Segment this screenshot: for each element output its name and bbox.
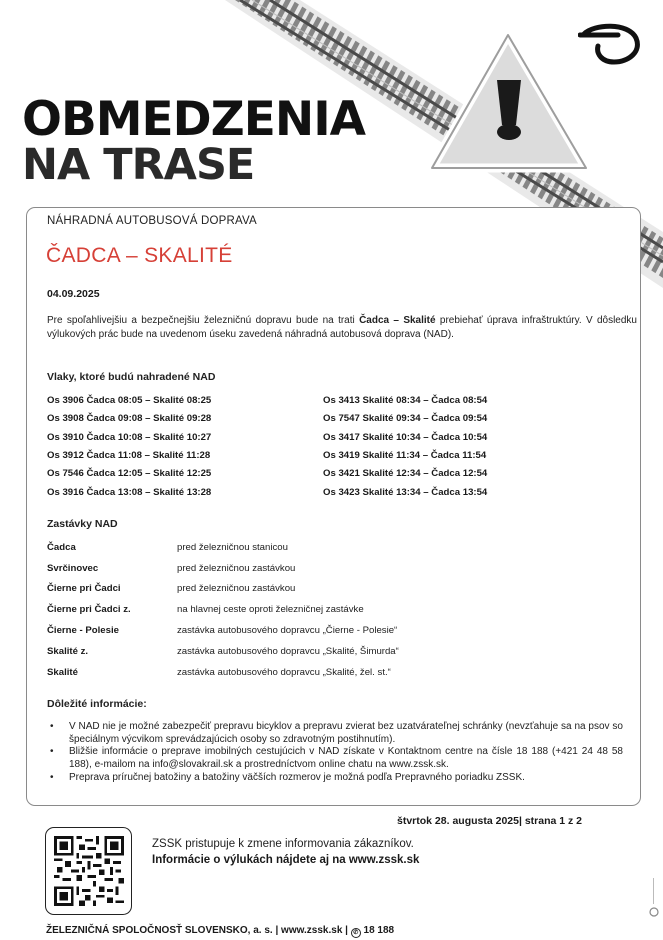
eco-mark-icon	[648, 878, 660, 918]
train-row: Os 3912 Čadca 11:08 – Skalité 11:28	[47, 450, 211, 461]
page-title-line2: NA TRASE	[22, 140, 255, 190]
qr-code-icon[interactable]	[45, 827, 132, 915]
stop-location: zastávka autobusového dopravcu „Skalité, žel. st.“	[177, 667, 391, 678]
train-row: Os 3423 Skalité 13:34 – Čadca 13:54	[323, 487, 488, 498]
footer-company: ŽELEZNIČNÁ SPOLOČNOSŤ SLOVENSKO, a. s. | www.zssk.sk |	[46, 925, 351, 936]
train-row: Os 3419 Skalité 11:34 – Čadca 11:54	[323, 450, 487, 461]
train-row: Os 3908 Čadca 09:08 – Skalité 09:28	[47, 413, 212, 424]
stop-name: Svrčinovec	[47, 563, 99, 574]
stop-name: Čierne pri Čadci z.	[47, 604, 131, 615]
page-title-line1: OBMEDZENIA	[22, 92, 366, 147]
notice-intro: Pre spoľahlivejšiu a bezpečnejšiu železničnú dopravu bude na trati Čadca – Skalité prebiehať úprava infraštruktúry. V dôsledku výlukových prác bude na uvedenom úseku zavedená náhradná autobusová doprava (NAD).	[47, 315, 637, 340]
stop-name: Čierne pri Čadci	[47, 583, 121, 594]
train-row: Os 3413 Skalité 08:34 – Čadca 08:54	[323, 395, 488, 406]
list-item: • Bližšie informácie o preprave imobilných cestujúcich v NAD získate v Kontaktnom centre na čísle 18 188 (+421 24 48 58 188), e-mailom na info@slovakrail.sk a prostredníctvom online chatu na www.zssk.sk.	[47, 746, 623, 771]
zssk-logo-icon	[578, 18, 644, 66]
info-line1: ZSSK pristupuje k zmene informovania zákazníkov.	[152, 838, 414, 850]
notice-date: 04.09.2025	[47, 288, 100, 300]
stop-name: Čadca	[47, 542, 76, 553]
train-row: Os 3906 Čadca 08:05 – Skalité 08:25	[47, 395, 212, 406]
trains-heading: Vlaky, ktoré budú nahradené NAD	[47, 371, 216, 383]
stop-location: pred železničnou zastávkou	[177, 583, 296, 594]
list-item: • V NAD nie je možné zabezpečiť prepravu bicyklov a prepravu zvierat bez uzatvárateľnej schránky (nevzťahuje sa na psov so špeciálnym výcvikom sprevádzajúcich osoby so zdravotným postihnutím).	[47, 721, 623, 746]
train-row: Os 3910 Čadca 10:08 – Skalité 10:27	[47, 432, 212, 443]
stop-location: pred železničnou stanicou	[177, 542, 288, 553]
footer-phone: 18 188	[363, 925, 395, 936]
notice-card	[26, 207, 641, 806]
phone-icon: ✆	[351, 928, 361, 938]
stop-location: na hlavnej ceste oproti železničnej zastávke	[177, 604, 364, 615]
page-info: štvrtok 28. augusta 2025| strana 1 z 2	[397, 815, 583, 827]
train-row: Os 3916 Čadca 13:08 – Skalité 13:28	[47, 487, 212, 498]
train-row: Os 3417 Skalité 10:34 – Čadca 10:54	[323, 432, 488, 443]
train-row: Os 7547 Skalité 09:34 – Čadca 09:54	[323, 413, 488, 424]
notice-route: ČADCA – SKALITÉ	[46, 244, 233, 267]
stop-name: Skalité	[47, 667, 78, 678]
stop-location: zastávka autobusového dopravcu „Čierne - Polesie“	[177, 625, 398, 636]
important-heading: Dôležité informácie:	[47, 698, 147, 710]
notice-subhead: NÁHRADNÁ AUTOBUSOVÁ DOPRAVA	[47, 215, 257, 227]
stop-location: pred železničnou zastávkou	[177, 563, 296, 574]
important-notes-list	[47, 721, 623, 785]
stop-name: Skalité z.	[47, 646, 89, 657]
stops-heading: Zastávky NAD	[47, 518, 118, 530]
info-line2: Informácie o výlukách nájdete aj na www.zssk.sk	[152, 854, 420, 866]
stop-location: zastávka autobusového dopravcu „Skalité, Šimurda“	[177, 646, 399, 657]
footer	[46, 925, 394, 938]
stop-name: Čierne - Polesie	[47, 625, 119, 636]
list-item: • Preprava príručnej batožiny a batožiny väčších rozmerov je možná podľa Prepravného poriadku ZSSK.	[47, 772, 623, 785]
train-row: Os 3421 Skalité 12:34 – Čadca 12:54	[323, 468, 488, 479]
train-row: Os 7546 Čadca 12:05 – Skalité 12:25	[47, 468, 212, 479]
